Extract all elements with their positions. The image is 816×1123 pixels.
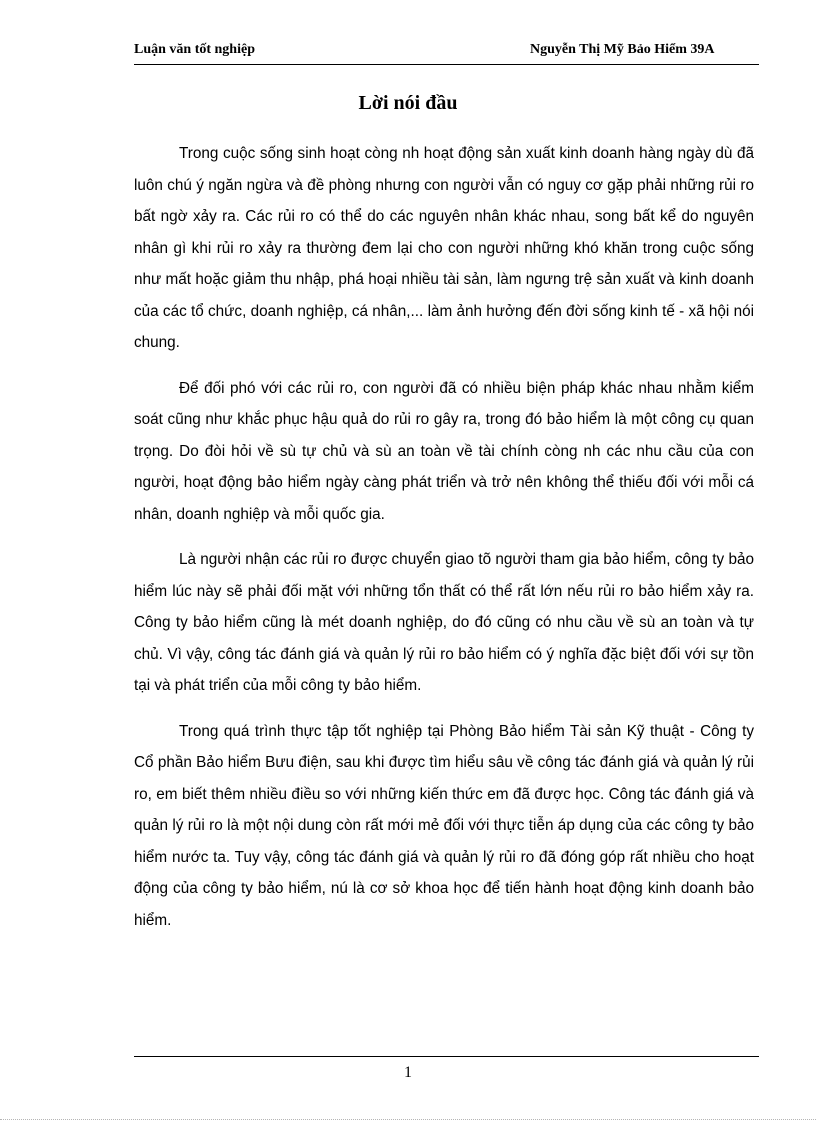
header-author: Nguyễn Thị Mỹ Bảo Hiểm 39A (530, 42, 715, 57)
page-number: 1 (404, 1064, 412, 1081)
document-body (134, 138, 754, 950)
paragraph-3: Là người nhận các rủi ro được chuyển giao tõ người tham gia bảo hiểm, công ty bảo hiểm lúc này sẽ phải đối mặt với những tổn thất có thể rất lớn nếu rủi ro bảo hiểm xảy ra. Công ty bảo hiểm cũng là mét doanh nghiệp, do đó cũng có nhu cầu về sù an toàn và tự chủ. Vì vậy, công tác đánh giá và quản lý rủi ro bảo hiểm có ý nghĩa đặc biệt đối với sự tồn tại và phát triển của mỗi công ty bảo hiểm. (134, 551, 754, 694)
page-header (134, 40, 759, 65)
paragraph-2: Để đối phó với các rủi ro, con người đã có nhiều biện pháp khác nhau nhằm kiểm soát cũng như khắc phục hậu quả do rủi ro gây ra, trong đó bảo hiểm là một công cụ quan trọng. Do đòi hỏi về sù tự chủ và sù an toàn về tài chính còng nh các nhu cầu của con người, hoạt động bảo hiểm ngày càng phát triển và trở nên không thể thiếu đối với mỗi cá nhân, doanh nghiệp và mỗi quốc gia. (134, 379, 754, 523)
page-boundary (0, 1119, 816, 1120)
paragraph-4: Trong quá trình thực tập tốt nghiệp tại Phòng Bảo hiểm Tài sản Kỹ thuật - Công ty Cổ phần Bảo hiểm Bưu điện, sau khi được tìm hiểu sâu về công tác đánh giá và quản lý rủi ro, em biết thêm nhiều điều so với những kiến thức em đã được học. Công tác đánh giá và quản lý rủi ro là một nội dung còn rất mới mẻ đối với thực tiễn áp dụng của các công ty bảo hiểm nước ta. Tuy vậy, công tác đánh giá và quản lý rủi ro đã đóng góp rất nhiều cho hoạt động của công ty bảo hiểm, nú là cơ sở khoa học để tiến hành hoạt động kinh doanh bảo hiểm. (134, 722, 754, 929)
header-document-type: Luận văn tốt nghiệp (134, 42, 255, 57)
footer-divider (134, 1056, 759, 1057)
page-title: Lời nói đầu (358, 92, 458, 114)
paragraph-1: Trong cuộc sống sinh hoạt còng nh hoạt động sản xuất kinh doanh hàng ngày dù đã luôn chú ý ngăn ngừa và đề phòng nhưng con người vẫn có nguy cơ gặp phải những rủi ro bất ngờ xảy ra. Các rủi ro có thể do các nguyên nhân khác nhau, song bất kể do nguyên nhân gì khi rủi ro xảy ra thường đem lại cho con người những khó khăn trong cuộc sống như mất hoặc giảm thu nhập, phá hoại nhiều tài sản, làm ngưng trệ sản xuất và kinh doanh của các tổ chức, doanh nghiệp, cá nhân,... làm ảnh hưởng đến đời sống kinh tế - xã hội nói chung. (134, 145, 754, 351)
